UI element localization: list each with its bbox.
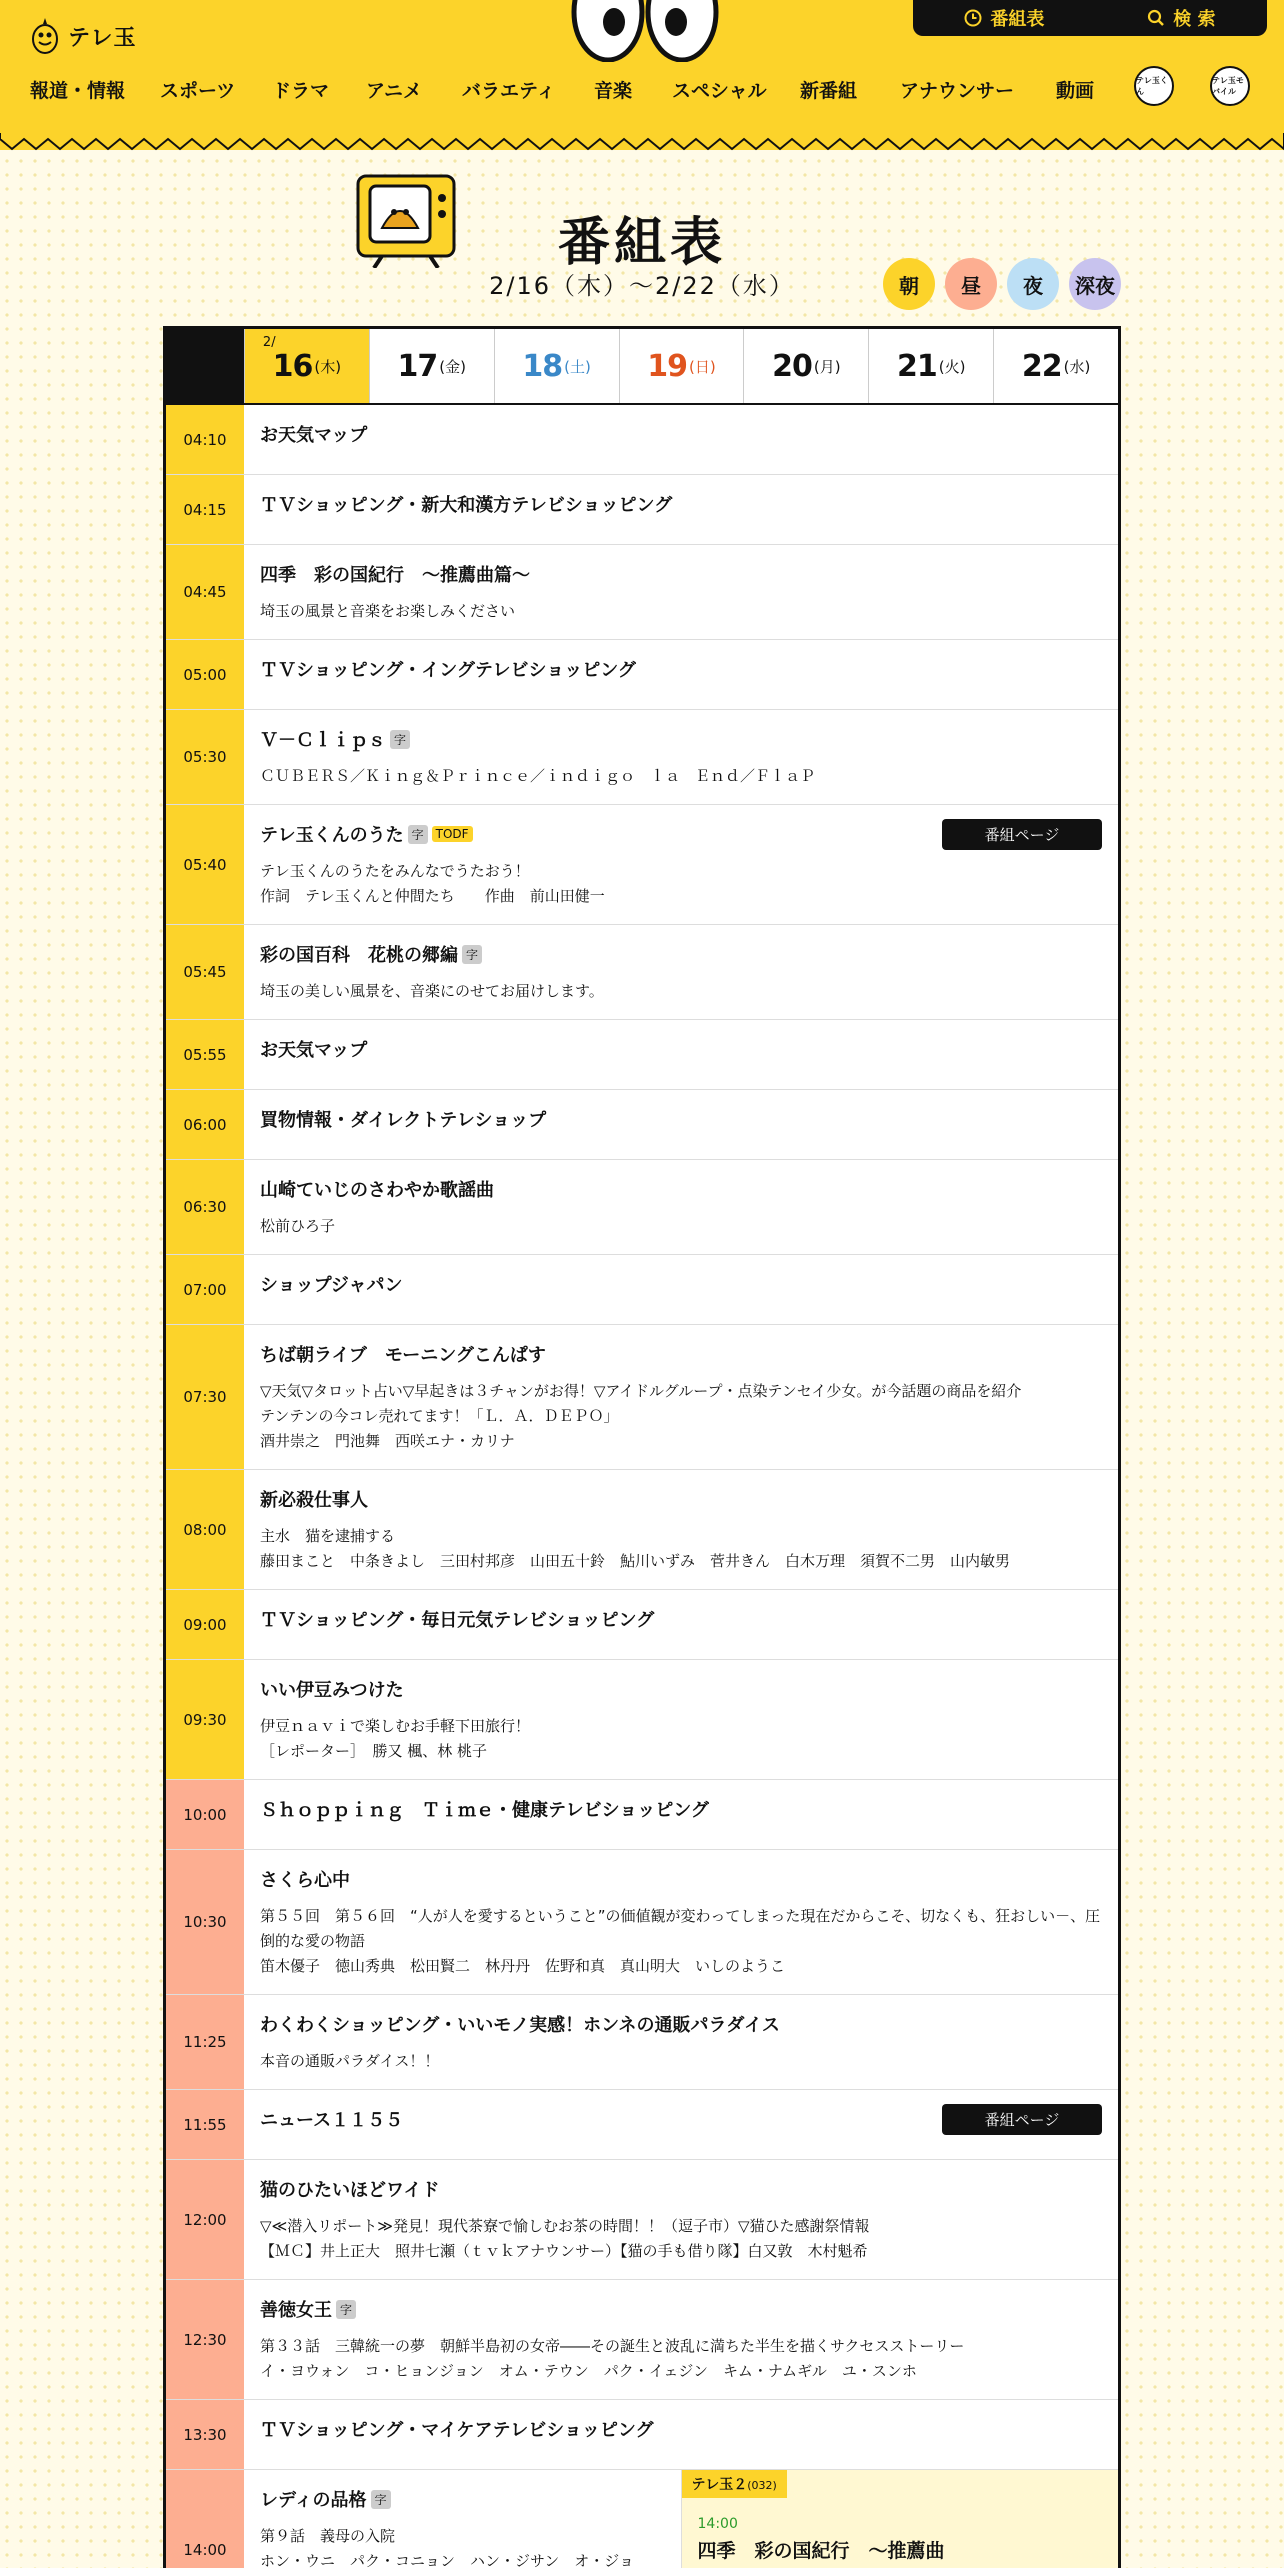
program-desc: 松前ひろ子: [260, 1217, 336, 1235]
nav-news[interactable]: 報道・情報: [30, 80, 126, 102]
time-slot: 06:30: [166, 1160, 244, 1254]
day-tab-16[interactable]: [244, 329, 369, 403]
program-desc: イ・ヨウォン コ・ヒョンジョン オム・テウン パク・イェジン キム・ナムギル ユ・スンホ: [260, 2362, 917, 2380]
program-cell[interactable]: [244, 925, 1118, 1019]
program-cell[interactable]: [244, 545, 1118, 639]
program-start-time: 14:00: [697, 2516, 738, 2532]
nav-music[interactable]: 音楽: [594, 80, 633, 102]
program-row: [166, 710, 1118, 805]
program-title: ＴＶショッピング・新大和漢方テレビショッピング: [260, 495, 673, 516]
program-row: [166, 1660, 1118, 1780]
subchannel-program-cell[interactable]: [681, 2470, 1119, 2568]
program-title: Ｖ－Ｃｌｉｐｓ: [260, 730, 386, 751]
channel-tag: [682, 2470, 787, 2498]
todf-badge: TODF: [432, 826, 473, 842]
nav-anime[interactable]: アニメ: [366, 80, 423, 102]
main-nav: [0, 76, 1284, 106]
day-number: 20: [772, 348, 812, 384]
program-title: お天気マップ: [260, 425, 368, 446]
program-title: 猫のひたいほどワイド: [260, 2180, 440, 2201]
program-desc: テンテンの今コレ売れてます！「Ｌ．Ａ．ＤＥＰＯ」: [260, 1407, 619, 1425]
program-row: [166, 2400, 1118, 2470]
program-desc: ▽≪潜入リポート≫発見！現代茶寮で愉しむお茶の時間！！（逗子市）▽猫ひた感謝祭情報: [260, 2217, 870, 2235]
time-slot: 05:00: [166, 640, 244, 709]
tod-night-label: 夜: [1023, 273, 1043, 298]
logo-text: テレ玉: [68, 25, 137, 51]
program-row: [166, 925, 1118, 1020]
program-cell[interactable]: [244, 1780, 1118, 1849]
nav-variety[interactable]: バラエティ: [462, 80, 556, 102]
program-cell[interactable]: [244, 1660, 1118, 1779]
schedule-label: 番組表: [990, 9, 1045, 30]
time-slot: 07:00: [166, 1255, 244, 1324]
time-slot: 07:30: [166, 1325, 244, 1469]
site-header: [0, 0, 1284, 150]
program-cell[interactable]: [244, 805, 1118, 924]
time-slot: 05:30: [166, 710, 244, 804]
day-weekday: (月): [813, 357, 841, 376]
program-title: いい伊豆みつけた: [260, 1680, 404, 1701]
program-row: [166, 545, 1118, 640]
program-desc: 藤田まこと 中条きよし 三田村邦彦 山田五十鈴 鮎川いずみ 菅井きん 白木万理 須賀不二男 山内敏男: [260, 1552, 1011, 1570]
program-desc: ＣＵＢＥＲＳ／Ｋｉｎｇ＆Ｐｒｉｎｃｅ／ｉｎｄｉｇｏ ｌａ Ｅｎｄ／ＦｌａＰ: [260, 767, 816, 785]
program-title: ＴＶショッピング・イングテレビショッピング: [260, 660, 636, 681]
tod-late-night-label: 深夜: [1075, 273, 1115, 298]
time-slot: 04:15: [166, 475, 244, 544]
program-desc: 第３３話 三韓統一の夢 朝鮮半島初の女帝――その誕生と波乱に満ちた半生を描くサクセスストーリー: [260, 2337, 965, 2355]
program-title: ショップジャパン: [260, 1275, 403, 1296]
program-cell[interactable]: [244, 2280, 1118, 2399]
program-desc: 第９話 義母の入院: [260, 2527, 396, 2545]
day-weekday: (土): [564, 357, 591, 376]
program-desc: 埼玉の美しい風景を、音楽にのせてお届けします。: [260, 982, 604, 1000]
program-cell[interactable]: [244, 1090, 1118, 1159]
day-weekday: (日): [689, 357, 716, 376]
program-row: [166, 1160, 1118, 1255]
tod-late-night-button[interactable]: [1069, 258, 1121, 310]
time-slot: 11:55: [166, 2090, 244, 2159]
teletama-kun-label: テレ玉くん: [1136, 76, 1168, 96]
day-tab-21[interactable]: [868, 329, 993, 403]
time-slot: 09:00: [166, 1590, 244, 1659]
time-slot: 04:10: [166, 405, 244, 474]
mobile-label: テレ玉モバイル: [1212, 76, 1244, 96]
header-zigzag: [0, 133, 1284, 153]
day-tab-22[interactable]: [993, 329, 1118, 403]
time-slot: 12:00: [166, 2160, 244, 2279]
program-title: テレ玉くんのうた: [260, 825, 404, 846]
day-number: 19: [647, 348, 687, 384]
nav-special[interactable]: スペシャル: [672, 80, 767, 102]
nav-sports[interactable]: スポーツ: [160, 80, 236, 102]
program-desc: ホン・ウニ パク・コニョン ハン・ジサン オ・ジョ: [260, 2552, 634, 2568]
program-row: [166, 2280, 1118, 2400]
program-cell[interactable]: [244, 2090, 1118, 2159]
program-cell[interactable]: [244, 640, 1118, 709]
channel-name: テレ玉２: [691, 2477, 748, 2493]
program-cell[interactable]: [244, 475, 1118, 544]
program-desc: 【ＭＣ】井上正大 照井七瀬（ｔｖｋアナウンサー）【猫の手も借り隊】白又敦 木村魁希: [260, 2242, 868, 2260]
time-slot: 10:30: [166, 1850, 244, 1994]
time-slot: 09:30: [166, 1660, 244, 1779]
day-number: 17: [397, 348, 438, 384]
program-title: 彩の国百科 花桃の郷編: [260, 945, 458, 966]
program-title: 四季 彩の国紀行 ～推薦曲: [697, 2540, 945, 2562]
nav-drama[interactable]: ドラマ: [272, 80, 330, 102]
program-row: [166, 475, 1118, 545]
day-weekday: (水): [1063, 357, 1091, 376]
program-cell[interactable]: [244, 2470, 681, 2568]
program-row: [166, 1780, 1118, 1850]
nav-announcers[interactable]: アナウンサー: [900, 80, 1015, 102]
day-number: 21: [897, 348, 937, 384]
time-slot: 08:00: [166, 1470, 244, 1589]
channel-number: (032): [747, 2479, 777, 2492]
time-slot: 11:25: [166, 1995, 244, 2089]
program-desc: 埼玉の風景と音楽をお楽しみください: [260, 602, 516, 620]
program-title: 四季 彩の国紀行 ～推薦曲篇～: [260, 565, 530, 586]
time-slot: 10:00: [166, 1780, 244, 1849]
program-title: お天気マップ: [260, 1040, 368, 1061]
program-cell[interactable]: [244, 1590, 1118, 1659]
program-title: Ｓｈｏｐｐｉｎｇ Ｔｉｍｅ・健康テレビショッピング: [260, 1800, 709, 1821]
program-row: [166, 1020, 1118, 1090]
tod-daytime-label: 昼: [961, 273, 981, 298]
grid-corner: [166, 329, 244, 403]
program-cell[interactable]: [244, 710, 1118, 804]
day-tab-18[interactable]: [494, 329, 619, 403]
program-title: ちば朝ライブ モーニングこんぱす: [260, 1345, 546, 1366]
program-row: [166, 405, 1118, 475]
time-slot: 06:00: [166, 1090, 244, 1159]
time-slot: 14:00: [166, 2470, 244, 2568]
nav-videos[interactable]: 動画: [1056, 80, 1095, 102]
schedule-button[interactable]: [964, 5, 1044, 31]
program-desc: 作詞 テレ玉くんと仲間たち 作曲 前山田健一: [260, 887, 605, 905]
caption-badge: 字: [371, 2490, 391, 2509]
program-row: [166, 2160, 1118, 2280]
time-slot: 12:30: [166, 2280, 244, 2399]
program-row: [166, 1255, 1118, 1325]
day-weekday: (金): [439, 357, 466, 376]
program-title: ニュース１１５５: [260, 2110, 404, 2131]
schedule-grid: [163, 326, 1121, 2568]
program-cell[interactable]: [244, 405, 1118, 474]
program-desc: テレ玉くんのうたをみんなでうたおう！: [260, 862, 530, 880]
time-slot: 05:45: [166, 925, 244, 1019]
program-row: [166, 2090, 1118, 2160]
program-row: [166, 1850, 1118, 1995]
program-row: [166, 1470, 1118, 1590]
tod-night-button[interactable]: [1007, 258, 1059, 310]
program-title: わくわくショッピング・いいモノ実感！ホンネの通販パラダイス: [260, 2015, 780, 2036]
program-cell[interactable]: [244, 1325, 1118, 1469]
program-title: 新必殺仕事人: [260, 1490, 368, 1511]
clock-icon: [964, 9, 982, 27]
teletama-kun-icon[interactable]: [1134, 66, 1174, 106]
search-button[interactable]: [1147, 5, 1215, 31]
program-cell[interactable]: [244, 2400, 1118, 2469]
time-slot: 05:55: [166, 1020, 244, 1089]
caption-badge: 字: [462, 945, 482, 964]
program-page-button[interactable]: 番組ページ: [942, 819, 1102, 850]
program-desc: 伊豆ｎａｖｉで楽しむお手軽下田旅行！: [260, 1717, 531, 1735]
program-cell[interactable]: [244, 1995, 1118, 2089]
caption-badge: 字: [408, 825, 428, 844]
program-desc: 本音の通販パラダイス！！: [260, 2052, 440, 2070]
program-page-button[interactable]: 番組ページ: [942, 2104, 1102, 2135]
program-title: さくら心中: [260, 1870, 350, 1891]
program-row-split: [166, 2470, 1118, 2568]
program-cell[interactable]: [244, 1470, 1118, 1589]
day-tab-19[interactable]: [619, 329, 744, 403]
program-title: 山崎ていじのさわやか歌謡曲: [260, 1180, 494, 1201]
program-list: [166, 405, 1118, 2470]
day-number: 16: [272, 348, 313, 384]
tod-daytime-button[interactable]: [945, 258, 997, 310]
day-number: 22: [1021, 348, 1062, 384]
time-slot: 13:30: [166, 2400, 244, 2469]
day-tab-17[interactable]: [369, 329, 494, 403]
day-tabs: [166, 329, 1118, 405]
program-row: [166, 1995, 1118, 2090]
date-range: 2/16（木）〜2/22（水）: [489, 272, 795, 300]
day-month: 2/: [262, 335, 276, 350]
tod-morning-button[interactable]: [883, 258, 935, 310]
program-cell[interactable]: [244, 1160, 1118, 1254]
search-label: 検 索: [1173, 9, 1216, 30]
tod-morning-label: 朝: [899, 273, 919, 298]
site-logo[interactable]: [30, 16, 137, 56]
program-row: [166, 640, 1118, 710]
caption-badge: 字: [336, 2300, 356, 2319]
day-weekday: (木): [314, 357, 342, 376]
program-title: 善徳女王: [260, 2300, 332, 2321]
program-desc: 第５５回 第５６回 “人が人を愛するということ”の価値観が変わってしまった現在だからこそ、切なくも、狂おしい－、圧倒的な愛の物語: [260, 1907, 1101, 1950]
caption-badge: 字: [390, 730, 410, 749]
program-desc: 主水 猫を逮捕する: [260, 1527, 396, 1545]
time-slot: 04:45: [166, 545, 244, 639]
program-desc: 酒井崇之 門池舞 西咲エナ・カリナ: [260, 1432, 515, 1450]
program-title: 買物情報・ダイレクトテレショップ: [260, 1110, 547, 1131]
utility-bar: [913, 0, 1267, 36]
program-row: [166, 1325, 1118, 1470]
program-title: ＴＶショッピング・マイケアテレビショッピング: [260, 2420, 654, 2441]
page-title: 番組表: [557, 213, 726, 273]
day-tab-20[interactable]: [743, 329, 868, 403]
program-cell[interactable]: [244, 1255, 1118, 1324]
day-weekday: (火): [938, 357, 966, 376]
program-cell[interactable]: [244, 1020, 1118, 1089]
program-title: レディの品格: [260, 2490, 367, 2511]
program-cell[interactable]: [244, 2160, 1118, 2279]
program-row: [166, 1090, 1118, 1160]
mascot-eyes-icon: [570, 0, 720, 62]
program-row: [166, 805, 1118, 925]
program-desc: 笛木優子 徳山秀典 松田賢二 林丹丹 佐野和真 真山明大 いしのようこ: [260, 1957, 786, 1975]
nav-new-programs[interactable]: 新番組: [800, 80, 858, 102]
time-slot: 05:40: [166, 805, 244, 924]
search-icon: [1147, 9, 1165, 27]
day-number: 18: [522, 348, 563, 384]
mobile-icon[interactable]: [1210, 66, 1250, 106]
teletama-logo-icon: [30, 16, 60, 56]
program-title: ＴＶショッピング・毎日元気テレビショッピング: [260, 1610, 655, 1631]
program-desc: ▽天気▽タロット占い▽早起きは３チャンがお得！▽アイドルグループ・点染テンセイ少女。が今話題の商品を紹介: [260, 1382, 1022, 1400]
program-desc: ［レポーター］ 勝又 楓、林 桃子: [260, 1742, 488, 1760]
program-row: [166, 1590, 1118, 1660]
program-cell[interactable]: [244, 1850, 1118, 1994]
